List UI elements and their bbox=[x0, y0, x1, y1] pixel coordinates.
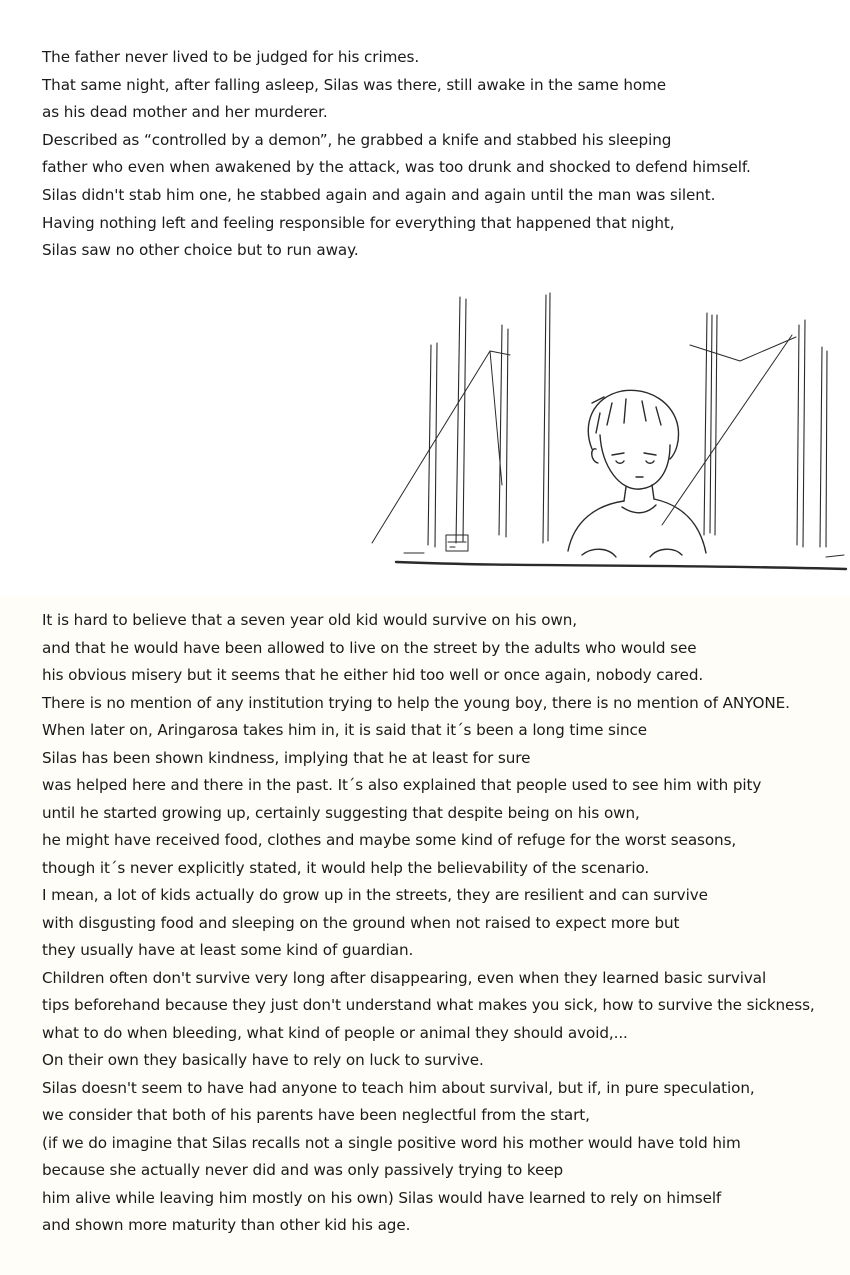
text-line: Described as “controlled by a demon”, he grabbed a knife and stabbed his sleeping bbox=[42, 130, 672, 149]
text-line: It is hard to believe that a seven year old kid would survive on his own, bbox=[42, 611, 577, 629]
text-line: The father never lived to be judged for his crimes. bbox=[42, 48, 420, 66]
text-line: Having nothing left and feeling responsible for everything that happened that night, bbox=[42, 213, 675, 232]
text-line: because she actually never did and was only passively trying to keep bbox=[42, 1161, 564, 1179]
text-line: (if we do imagine that Silas recalls not a single positive word his mother would have told him bbox=[42, 1133, 741, 1152]
text-line: and shown more maturity than other kid his age. bbox=[42, 1216, 411, 1234]
text-line: There is no mention of any institution trying to help the young boy, there is no mention of ANYONE. bbox=[42, 693, 790, 712]
text-line: On their own they basically have to rely on luck to survive. bbox=[42, 1051, 484, 1069]
text-line: him alive while leaving him mostly on his own) Silas would have learned to rely on himself bbox=[42, 1188, 722, 1207]
text-line: and that he would have been allowed to live on the street by the adults who would see bbox=[42, 638, 697, 657]
text-line: Silas didn't stab him one, he stabbed again and again and again until the man was silent. bbox=[42, 185, 716, 204]
text-line: with disgusting food and sleeping on the ground when not raised to expect more but bbox=[42, 913, 680, 932]
boy-sketch-illustration bbox=[360, 285, 850, 585]
text-line: Silas has been shown kindness, implying that he at least for sure bbox=[42, 748, 531, 767]
text-line: Silas doesn't seem to have had anyone to teach him about survival, but if, in pure speculation, bbox=[42, 1078, 755, 1097]
text-line: was helped here and there in the past. It´s also explained that people used to see him with pity bbox=[42, 776, 762, 794]
text-line: father who even when awakened by the attack, was too drunk and shocked to defend himself. bbox=[42, 158, 751, 177]
text-line: we consider that both of his parents have been neglectful from the start, bbox=[42, 1106, 590, 1124]
bottom-section bbox=[0, 596, 850, 1275]
text-line: as his dead mother and her murderer. bbox=[42, 103, 328, 122]
top-passage bbox=[42, 44, 751, 265]
text-line: That same night, after falling asleep, Silas was there, still awake in the same home bbox=[42, 75, 666, 94]
text-line: they usually have at least some kind of guardian. bbox=[42, 941, 414, 959]
street-poles bbox=[428, 293, 827, 547]
text-line: he might have received food, clothes and maybe some kind of refuge for the worst seasons, bbox=[42, 831, 737, 849]
bottom-passage bbox=[42, 607, 815, 1240]
text-line: When later on, Aringarosa takes him in, it is said that it´s been a long time since bbox=[42, 721, 648, 739]
text-line: though it´s never explicitly stated, it would help the believability of the scenario. bbox=[42, 858, 650, 877]
ground-line bbox=[396, 562, 846, 569]
text-line: tips beforehand because they just don't understand what makes you sick, how to survive the sickness, bbox=[42, 996, 815, 1014]
text-line: Children often don't survive very long after disappearing, even when they learned basic survival bbox=[42, 968, 767, 987]
text-line: I mean, a lot of kids actually do grow up in the streets, they are resilient and can survive bbox=[42, 886, 708, 904]
text-line: his obvious misery but it seems that he either hid too well or once again, nobody cared. bbox=[42, 666, 704, 684]
text-line: Silas saw no other choice but to run away. bbox=[42, 241, 359, 260]
ground-box bbox=[446, 535, 468, 551]
text-line: until he started growing up, certainly suggesting that despite being on his own, bbox=[42, 803, 640, 822]
top-section bbox=[0, 0, 850, 596]
text-line: what to do when bleeding, what kind of people or animal they should avoid,... bbox=[42, 1023, 628, 1042]
boy-figure bbox=[568, 390, 706, 557]
